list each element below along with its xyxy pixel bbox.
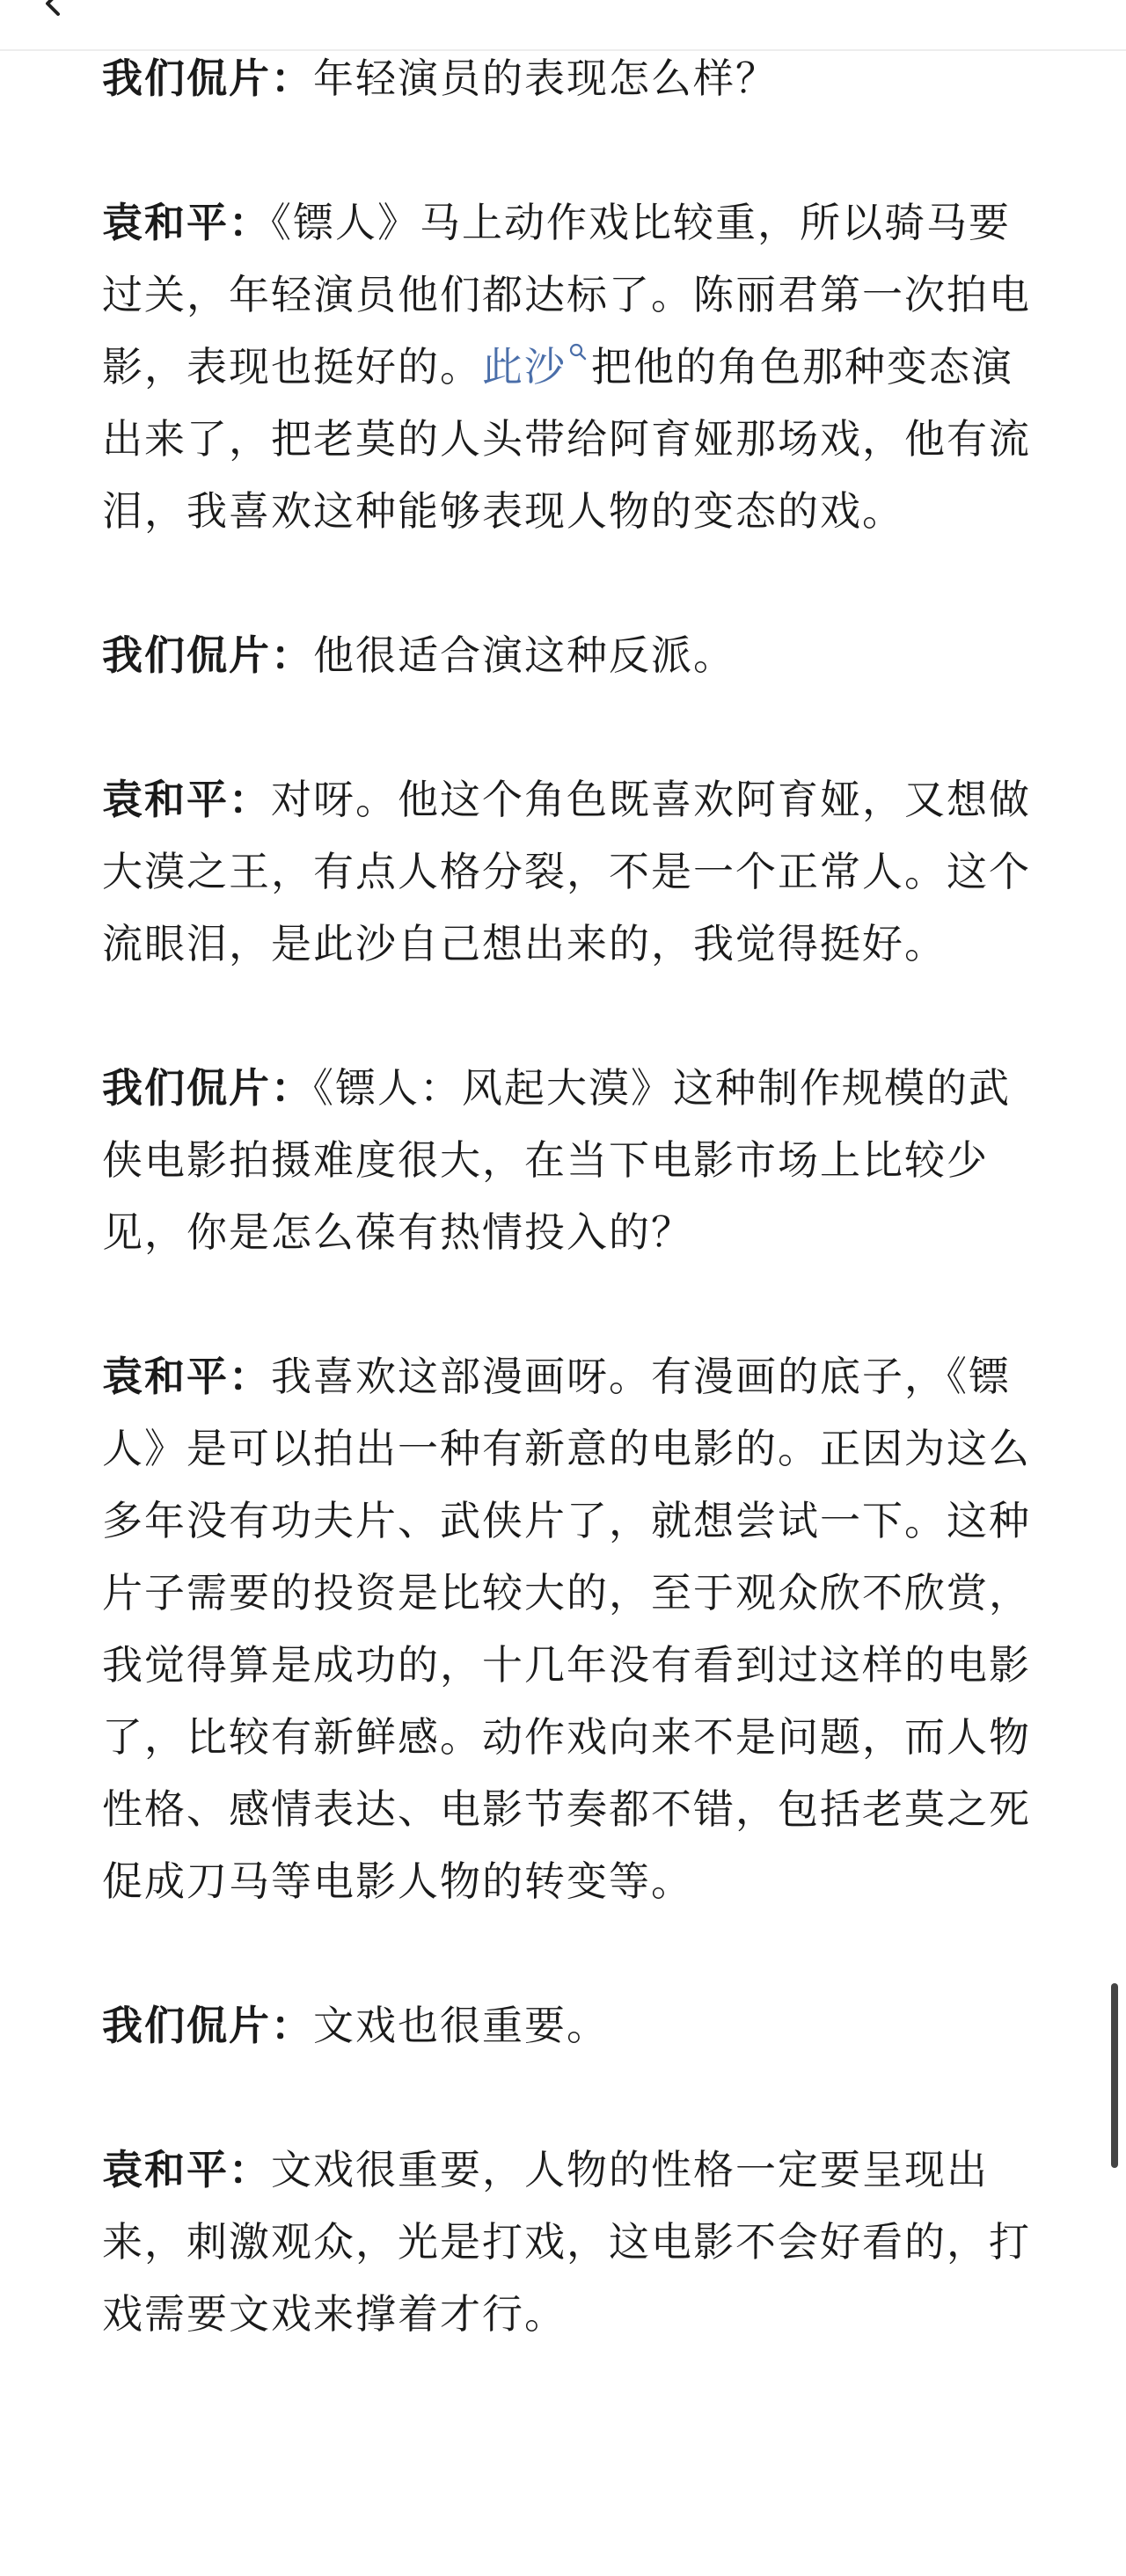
speaker-label: 袁和平： [102, 2146, 271, 2193]
paragraph-answer [102, 1340, 1035, 1917]
paragraph-question [102, 1052, 1035, 1268]
speaker-label: 袁和平： [102, 199, 271, 246]
paragraph-text: 年轻演员的表现怎么样？ [313, 55, 778, 102]
paragraph-text: 我喜欢这部漫画呀。有漫画的底子，《镖人》是可以拍出一种有新意的电影的。正因为这么多年没有功夫片、武侠片了，就想尝试一下。这种片子需要的投资是比较大的，至于观众欣不欣赏，我觉得算是成功的，十几年没有看到过这样的电影了，比较有新鲜感。动作戏向来不是问题，而人物性格、感情表达、电影节奏都不错，包括老莫之死促成刀马等电影人物的转变等。 [102, 1353, 1031, 1905]
article-body [102, 42, 1035, 2350]
paragraph-answer [102, 763, 1035, 980]
speaker-label: 袁和平： [102, 776, 271, 823]
paragraph-answer [102, 186, 1035, 547]
paragraph-question [102, 619, 1035, 691]
speaker-label: 袁和平： [102, 1353, 271, 1400]
speaker-label: 我们侃片： [102, 1064, 313, 1112]
speaker-label: 我们侃片： [102, 631, 313, 679]
paragraph-question [102, 1989, 1035, 2062]
paragraph-text: 《镖人：风起大漠》这种制作规模的武侠电影拍摄难度很大，在当下电影市场上比较少见，你是怎么葆有热情投入的？ [102, 1064, 1011, 1256]
paragraph-text: 《镖人》马上动作戏比较重，所以骑马要过关，年轻演员他们都达标了。陈丽君第一次拍电影，表现也挺好的。 [102, 199, 1031, 390]
paragraph-text: 他很适合演这种反派。 [313, 631, 735, 679]
paragraph-question [102, 42, 1035, 114]
person-link[interactable]: 此沙 [482, 343, 567, 390]
speaker-label: 我们侃片： [102, 2002, 313, 2049]
search-icon[interactable] [568, 342, 588, 361]
paragraph-text: 文戏也很重要。 [313, 2002, 609, 2049]
paragraph-text: 对呀。他这个角色既喜欢阿育娅，又想做大漠之王，有点人格分裂，不是一个正常人。这个流眼泪，是此沙自己想出来的，我觉得挺好。 [102, 776, 1031, 967]
paragraph-text: 把他的角色那种变态演出来了，把老莫的人头带给阿育娅那场戏，他有流泪，我喜欢这种能够表现人物的变态的戏。 [102, 343, 1031, 535]
paragraph-answer [102, 2134, 1035, 2350]
speaker-label: 我们侃片： [102, 55, 313, 102]
scrollbar-thumb[interactable] [1111, 1983, 1118, 2168]
paragraph-text: 文戏很重要，人物的性格一定要呈现出来，刺激观众，光是打戏，这电影不会好看的，打戏需要文戏来撑着才行。 [102, 2146, 1031, 2338]
chevron-left-icon[interactable] [35, 0, 70, 21]
